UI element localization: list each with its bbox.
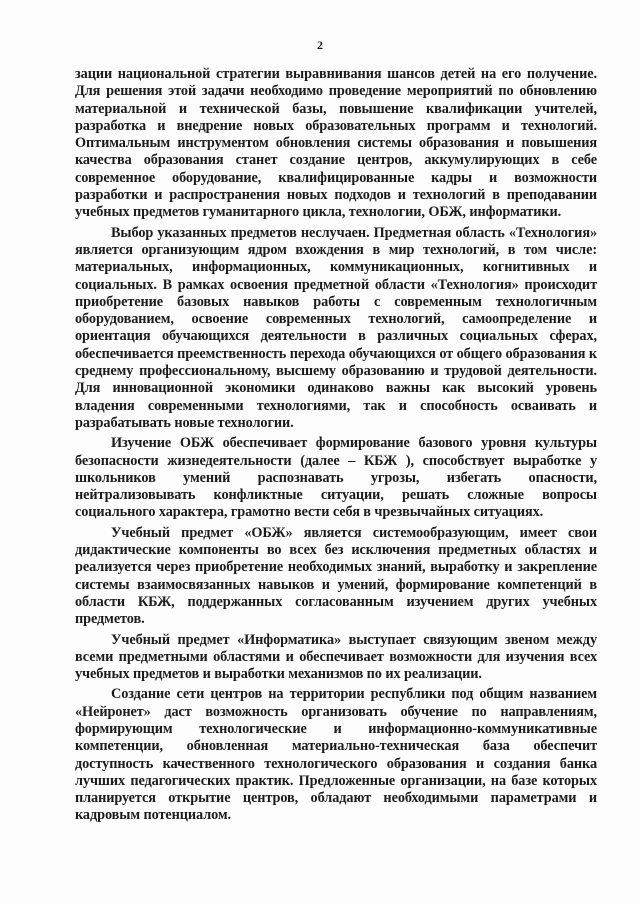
paragraph-continuation: зации национальной стратегии выравнивания шансов детей на его получение. Для решения этой задачи необходимо проведение мероприятий по обновлению материальной и технической базы, повышение квалификации учителей, разработка и внедрение новых образовательных программ и технологий. Оптимальным инструментом обновления системы образования и повышения качества образования станет создание центров, аккумулирующих в себе современное оборудование, квалифицированные кадры и возможности разработки и распространения новых подходов и технологий в преподавании учебных предметов гуманитарного цикла, технологии, ОБЖ, информатики. bbox=[75, 66, 597, 221]
paragraph-technology: Выбор указанных предметов неслучаен. Предметная область «Технология» является организующим ядром вхождения в мир технологий, в том числе: материальных, информационных, коммуникационных, когнитивных и социальных. В рамках освоения предметной области «Технология» происходит приобретение базовых навыков работы с современным технологичным оборудованием, освоение современных технологий, самоопределение и ориентация обучающихся деятельности в различных социальных сферах, обеспечивается преемственность перехода обучающихся от общего образования к среднему профессиональному, высшему образованию и трудовой деятельности. Для инновационной экономики одинаково важны как высокий уровень владения современными технологиями, так и способность осваивать и разрабатывать новые технологии. bbox=[75, 224, 597, 431]
paragraph-obzh-subject: Учебный предмет «ОБЖ» является системообразующим, имеет свои дидактические компоненты во всех без исключения предметных областях и реализуется через приобретение необходимых знаний, выработку и закрепление системы взаимосвязанных навыков и умений, формирование компетенций в области КБЖ, поддержанных согласованным изучением других учебных предметов. bbox=[75, 524, 597, 628]
paragraph-informatics: Учебный предмет «Информатика» выступает связующим звеном между всеми предметными областями и обеспечивает возможности для изучения всех учебных предметов и выработки механизмов по их реализации. bbox=[75, 631, 597, 683]
paragraph-obzh-study: Изучение ОБЖ обеспечивает формирование базового уровня культуры безопасности жизнедеятельности (далее – КБЖ ), способствует выработке у школьников умений распознавать угрозы, избегать опасности, нейтрализовывать конфликтные ситуации, решать сложные вопросы социального характера, грамотно вести себя в чрезвычайных ситуациях. bbox=[75, 435, 597, 521]
document-body bbox=[75, 66, 597, 828]
page-number: 2 bbox=[317, 38, 323, 52]
paragraph-neuronet: Создание сети центров на территории республики под общим названием «Нейронет» даст возможность организовать обучение по направлениям, формирующим технологические и информационно-коммуникативные компетенции, обновленная материально-техническая база обеспечит доступность качественного технологического образования и создания банка лучших педагогических практик. Предложенные организации, на базе которых планируется открытие центров, обладают необходимыми параметрами и кадровым потенциалом. bbox=[75, 686, 597, 824]
